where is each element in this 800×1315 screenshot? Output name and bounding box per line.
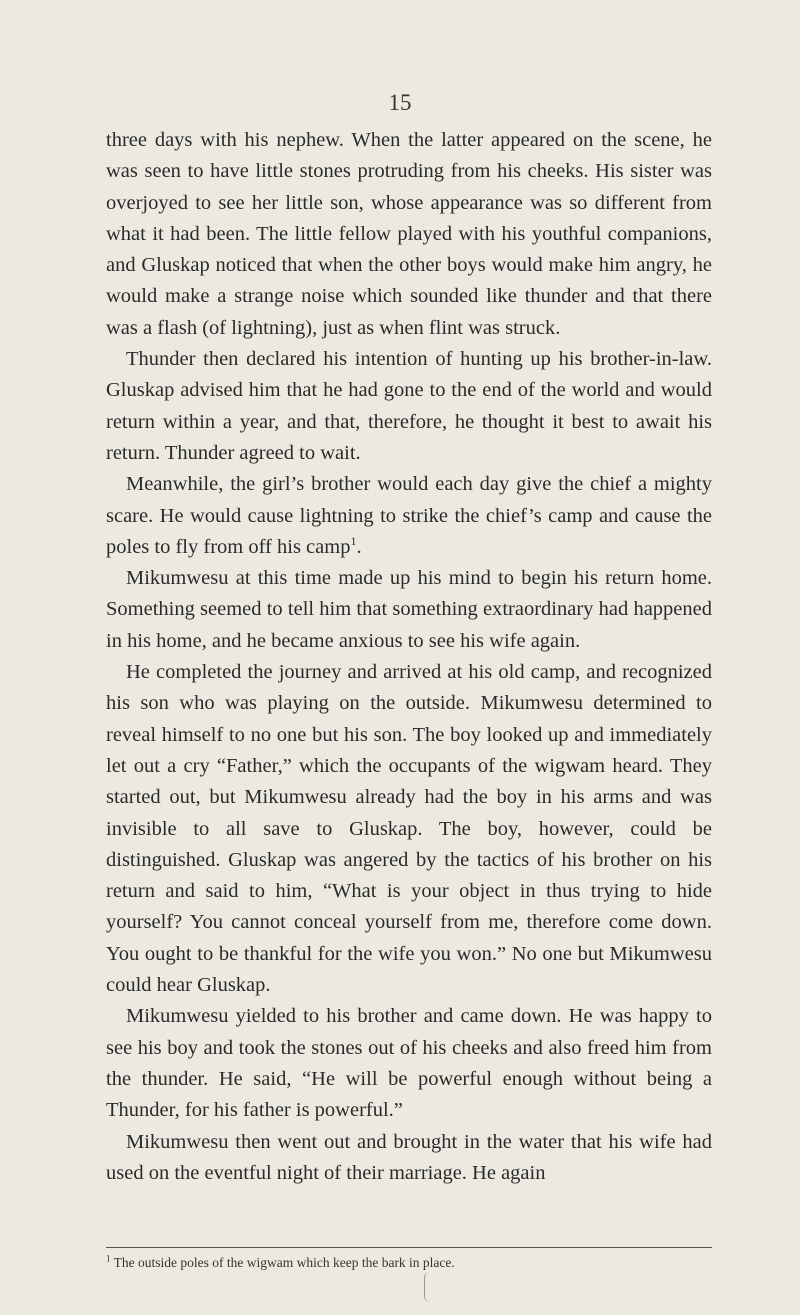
paragraph-1: three days with his nephew. When the latter appeared on the scene, he was seen to have little stones protruding from his cheeks. His sister was overjoyed to see her little son, whose appearance was so different from what it had been. The little fellow played with his youthful companions, and Gluskap noticed that when the other boys would make him angry, he would make a strange noise which sounded like thunder and that there was a flash (of lightning), just as when flint was struck. [106,129,712,339]
pencil-mark [424,1272,433,1302]
footnote-divider [106,1247,712,1248]
paragraph-3 [106,469,712,563]
footnote-text: The outside poles of the wigwam which keep the bark in place. [113,1255,455,1270]
paragraph-7: Mikumwesu then went out and brought in the water that his wife had used on the eventful night of their marriage. He again [106,1130,712,1184]
page-number: 15 [388,90,412,115]
paragraph-2: Thunder then declared his intention of hunting up his brother-in-law. Gluskap advised him that he had gone to the end of the world and would return within a year, and that, therefore, he thought it best to await his return. Thunder agreed to wait. [106,348,712,464]
paragraph-3-text: Meanwhile, the girl’s brother would each day give the chief a mighty scare. He would cause lightning to strike the chief’s camp and cause the poles to fly from off his camp [106,473,712,558]
paragraph-6: Mikumwesu yielded to his brother and came down. He was happy to see his boy and took the stones out of his cheeks and also freed him from the thunder. He said, “He will be powerful enough without being a Thunder, for his father is powerful.” [106,1005,712,1122]
body-text [106,125,712,1189]
footnote-marker: 1 [106,1253,111,1264]
footnote [106,1254,712,1272]
paragraph-3-tail: . [356,535,362,558]
paragraph-4: Mikumwesu at this time made up his mind to begin his return home. Something seemed to tell him that something extraordinary had happened in his home, and he became anxious to see his wife again. [106,567,712,652]
paragraph-5: He completed the journey and arrived at his old camp, and recognized his son who was playing on the outside. Mikumwesu determined to reveal himself to no one but his son. The boy looked up and immediately let out a cry “Father,” which the occupants of the wigwam heard. They started out, but Mikumwesu already had the boy in his arms and was invisible to all save to Gluskap. The boy, however, could be distinguished. Gluskap was angered by the tactics of his brother on his return and said to him, “What is your object in thus trying to hide yourself? You cannot conceal yourself from me, therefore come down. You ought to be thankful for the wife you won.” No one but Mikumwesu could hear Gluskap. [106,661,712,997]
footnote-reference: 1 [350,534,357,549]
